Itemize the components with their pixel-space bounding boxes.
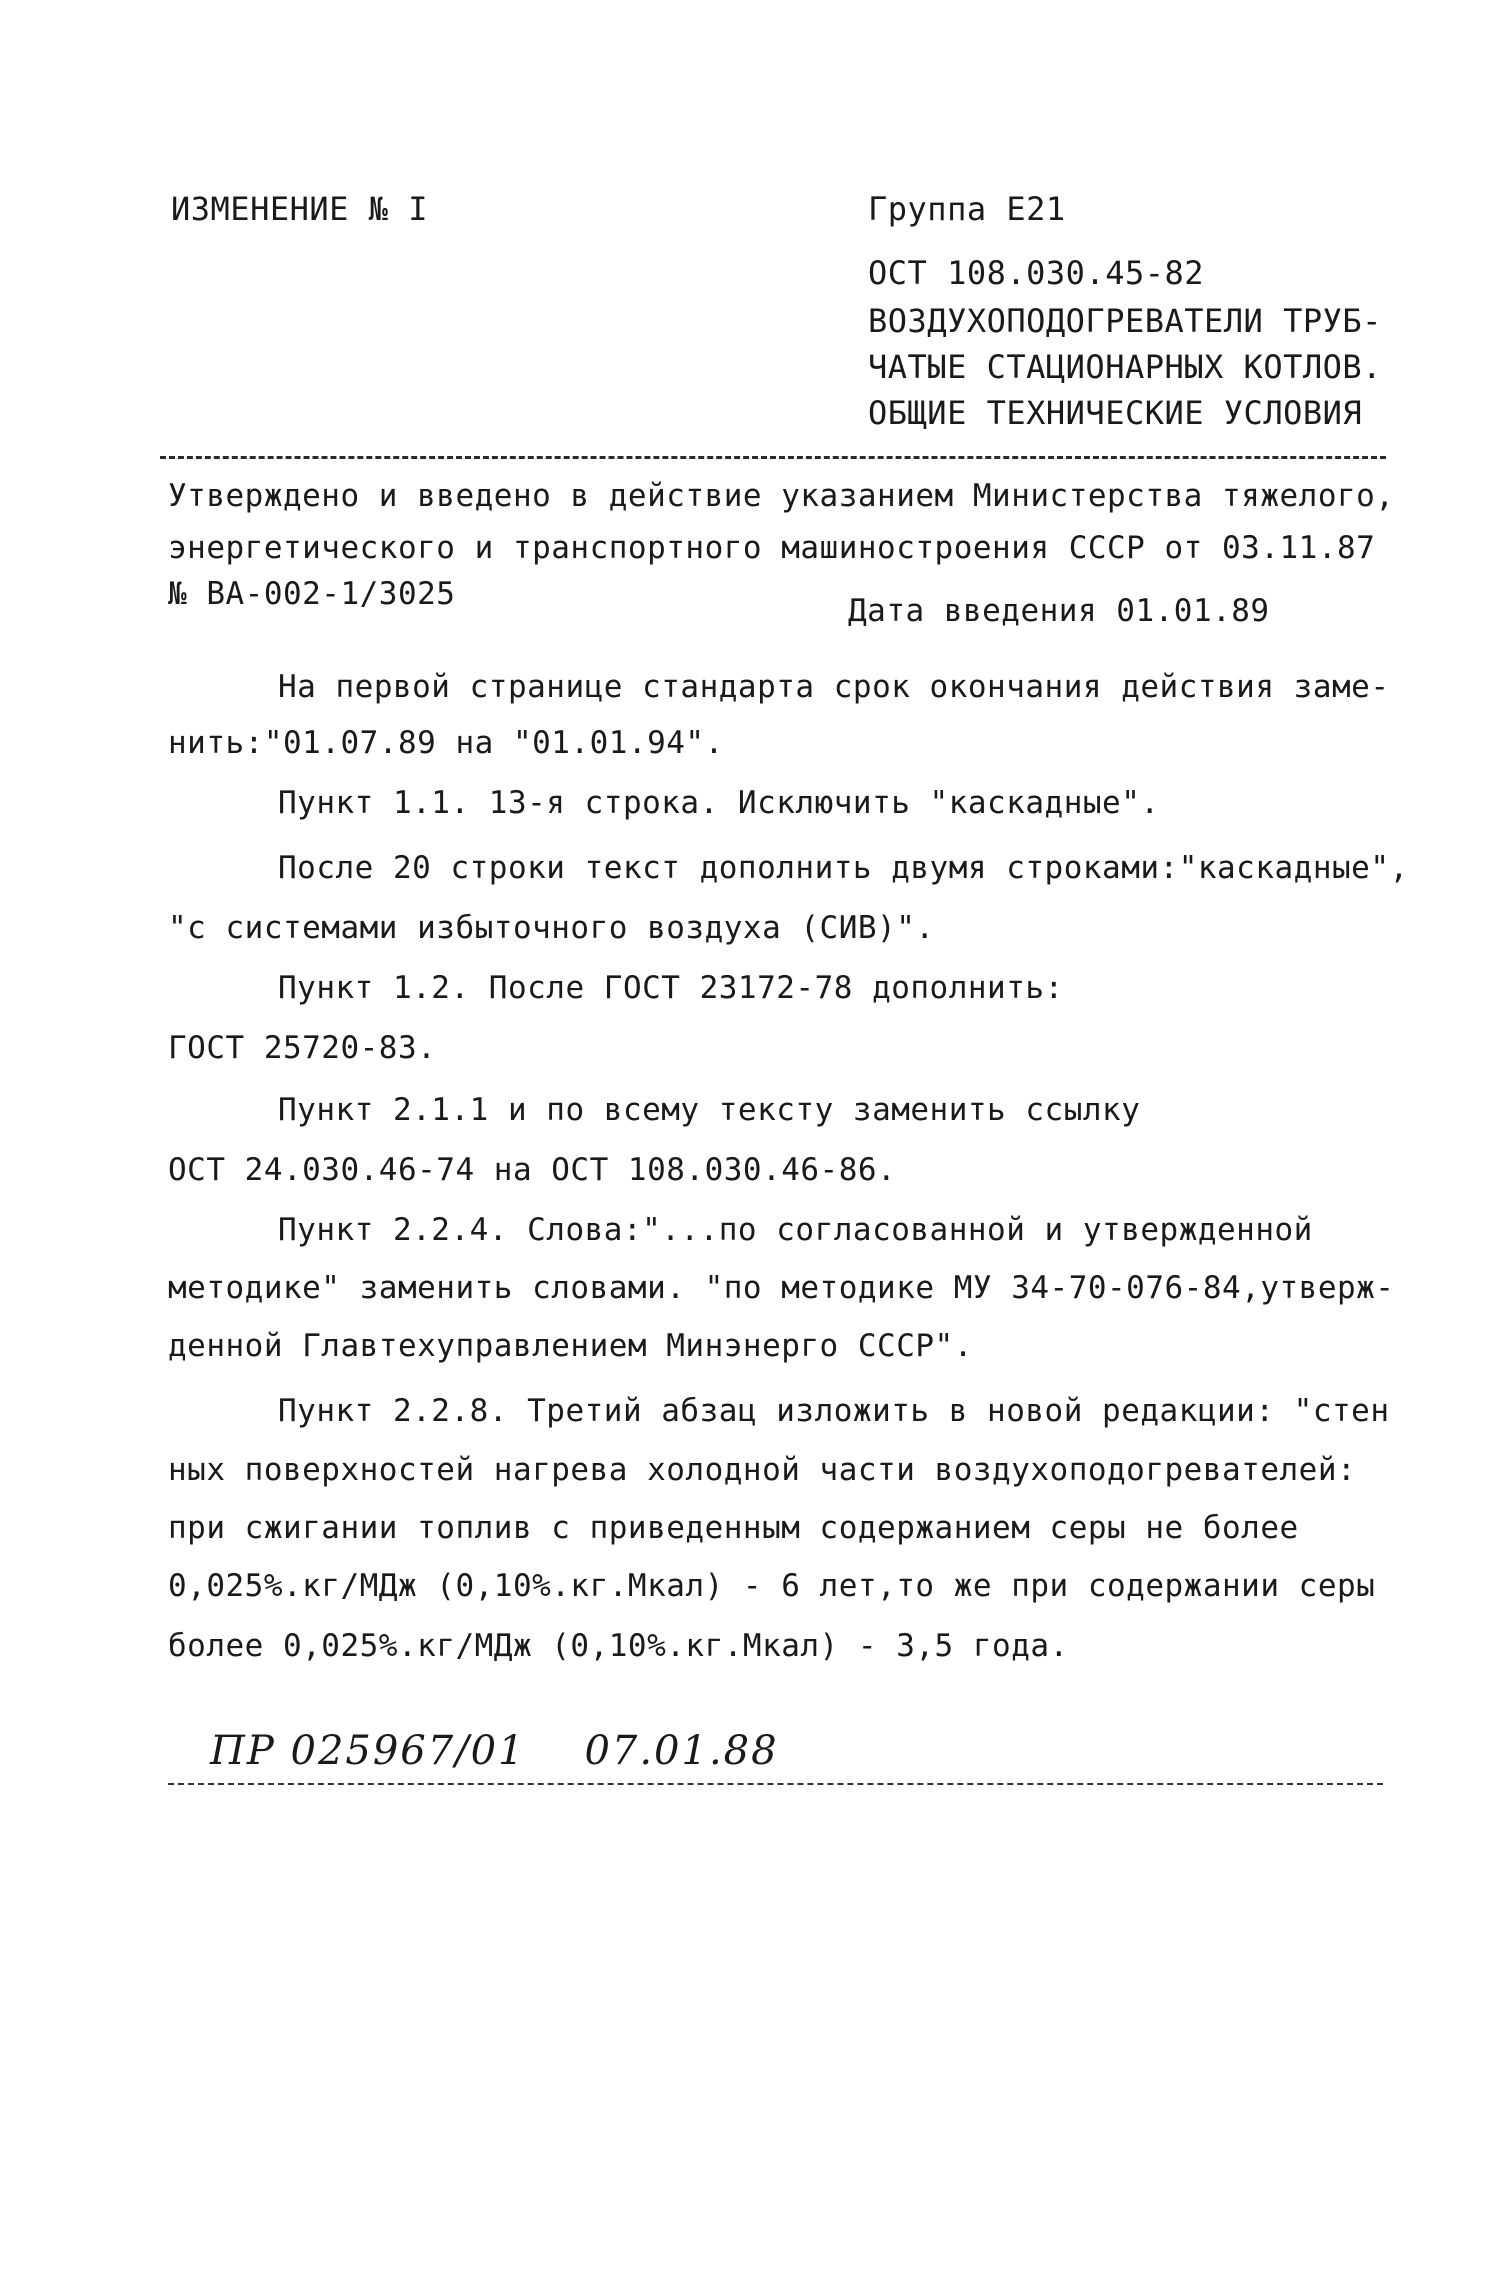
body-line-10: Пункт 2.2.4. Слова:"...по согласованной и утвержденной (278, 1212, 1313, 1248)
body-line-15: при сжигании топлив с приведенным содержанием серы не более (168, 1510, 1299, 1546)
body-line-8: Пункт 2.1.1 и по всему тексту заменить ссылку (278, 1092, 1141, 1128)
signature-underline (168, 1783, 1383, 1785)
group-code: Группа Е21 (868, 190, 1066, 228)
registration-signature: ПР 025967/01 07.01.88 (210, 1728, 779, 1774)
standard-number: ОСТ 108.030.45-82 (868, 254, 1205, 292)
standard-title-line-1: ВОЗДУХОПОДОГРЕВАТЕЛИ ТРУБ- (868, 302, 1382, 340)
approval-line-1: Утверждено и введено в действие указанием Министерства тяжелого, (168, 478, 1395, 514)
body-line-14: ных поверхностей нагрева холодной части воздухоподогревателей: (168, 1452, 1357, 1488)
standard-title-line-3: ОБЩИЕ ТЕХНИЧЕСКИЕ УСЛОВИЯ (868, 394, 1363, 432)
body-line-11: методике" заменить словами. "по методике МУ 34-70-076-84,утверж- (168, 1270, 1395, 1306)
body-line-5: "с системами избыточного воздуха (СИВ)". (168, 910, 935, 946)
header-divider (160, 456, 1386, 459)
body-line-16: 0,025%.кг/МДж (0,10%.кг.Мкал) - 6 лет,то же при содержании серы (168, 1568, 1376, 1604)
body-line-6: Пункт 1.2. После ГОСТ 23172-78 дополнить: (278, 970, 1064, 1006)
body-line-4: После 20 строки текст дополнить двумя строками:"каскадные", (278, 850, 1409, 886)
body-line-12: денной Главтехуправлением Минэнерго СССР". (168, 1328, 973, 1364)
standard-title-line-2: ЧАТЫЕ СТАЦИОНАРНЫХ КОТЛОВ. (868, 348, 1382, 386)
body-line-17: более 0,025%.кг/МДж (0,10%.кг.Мкал) - 3,5 года. (168, 1628, 1069, 1664)
body-line-7: ГОСТ 25720-83. (168, 1030, 437, 1066)
body-line-2: нить:"01.07.89 на "01.01.94". (168, 725, 724, 761)
effective-date: Дата введения 01.01.89 (848, 593, 1270, 629)
approval-line-2: энергетического и транспортного машиностроения СССР от 03.11.87 (168, 530, 1376, 566)
body-line-3: Пункт 1.1. 13-я строка. Исключить "каскадные". (278, 785, 1160, 821)
approval-line-3: № ВА-002-1/3025 (168, 576, 456, 612)
change-number: ИЗМЕНЕНИЕ № I (171, 190, 428, 228)
body-line-13: Пункт 2.2.8. Третий абзац изложить в новой редакции: "стен (278, 1393, 1390, 1429)
body-line-1: На первой странице стандарта срок окончания действия заме- (278, 669, 1390, 705)
body-line-9: ОСТ 24.030.46-74 на ОСТ 108.030.46-86. (168, 1152, 897, 1188)
